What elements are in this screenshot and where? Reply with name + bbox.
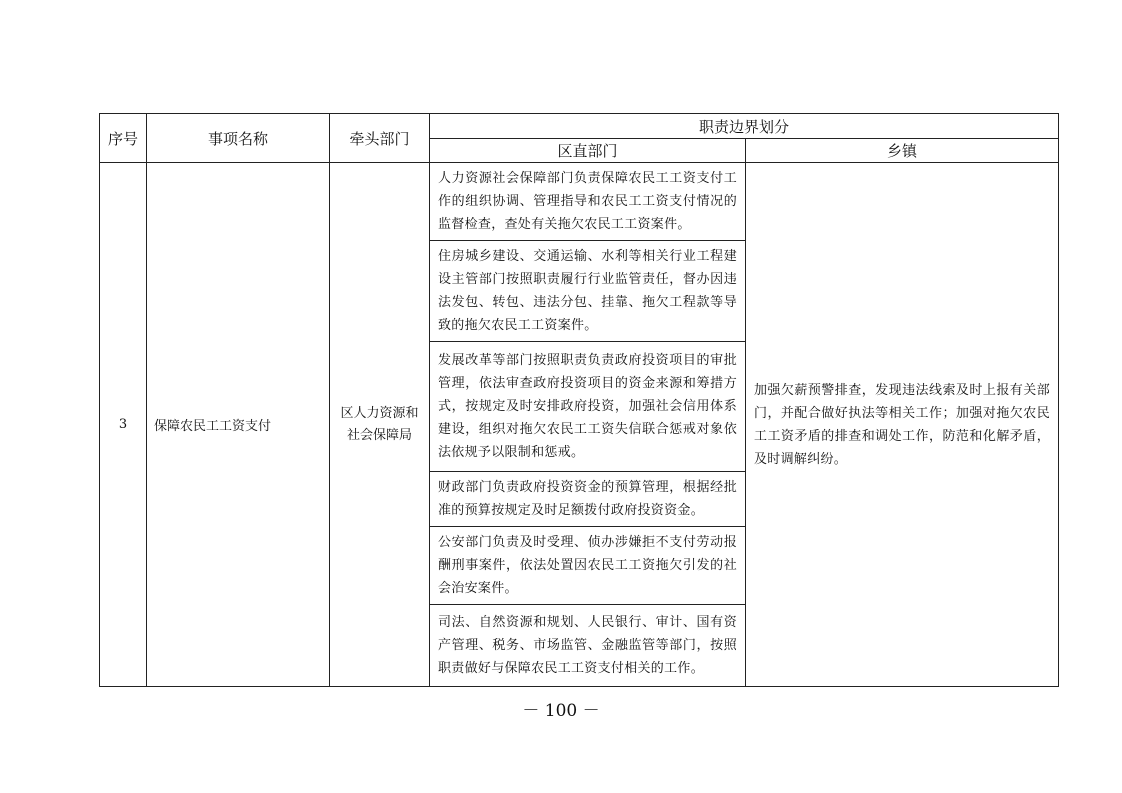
- district-duty-construction: 住房城乡建设、交通运输、水利等相关行业工程建设主管部门按照职责履行行业监管责任，督办因违法发包、转包、违法分包、挂靠、拖欠工程款等导致的拖欠农民工工资案件。: [430, 241, 746, 342]
- header-district-depts: 区直部门: [430, 139, 746, 163]
- page-number: － 100 －: [522, 701, 600, 721]
- row-lead-dept: [330, 163, 430, 687]
- header-row-1: [100, 114, 1059, 139]
- district-duty-police: 公安部门负责及时受理、侦办涉嫌拒不支付劳动报酬刑事案件，依法处置因农民工工资拖欠引发的社会治安案件。: [430, 527, 746, 605]
- responsibility-table: [99, 113, 1059, 687]
- header-lead-dept: 牵头部门: [330, 114, 430, 163]
- district-duty-hr: 人力资源社会保障部门负责保障农民工工资支付工作的组织协调、管理指导和农民工工资支付情况的监督检查，查处有关拖欠农民工工资案件。: [430, 163, 746, 241]
- district-duty-others: 司法、自然资源和规划、人民银行、审计、国有资产管理、税务、市场监管、金融监管等部门，按照职责做好与保障农民工工资支付相关的工作。: [430, 605, 746, 687]
- header-township: 乡镇: [746, 139, 1059, 163]
- table-row: [100, 163, 1059, 241]
- header-seq: 序号: [100, 114, 147, 163]
- row-seq: 3: [100, 163, 147, 687]
- header-item-name: 事项名称: [147, 114, 330, 163]
- township-duty: 加强欠薪预警排查，发现违法线索及时上报有关部门，并配合做好执法等相关工作；加强对拖欠农民工工资矛盾的排查和调处工作，防范和化解矛盾，及时调解纠纷。: [746, 163, 1059, 687]
- district-duty-development: 发展改革等部门按照职责负责政府投资项目的审批管理，依法审查政府投资项目的资金来源和筹措方式，按规定及时安排政府投资，加强社会信用体系建设，组织对拖欠农民工工资失信联合惩戒对象依法依规予以限制和惩戒。: [430, 342, 746, 472]
- row-item-name: 保障农民工工资支付: [147, 163, 330, 687]
- lead-dept-line2: 社会保障局: [346, 427, 412, 443]
- district-duty-finance: 财政部门负责政府投资资金的预算管理，根据经批准的预算按规定及时足额拨付政府投资资金。: [430, 472, 746, 527]
- header-boundary: 职责边界划分: [430, 114, 1059, 139]
- lead-dept-line1: 区人力资源和: [340, 405, 419, 421]
